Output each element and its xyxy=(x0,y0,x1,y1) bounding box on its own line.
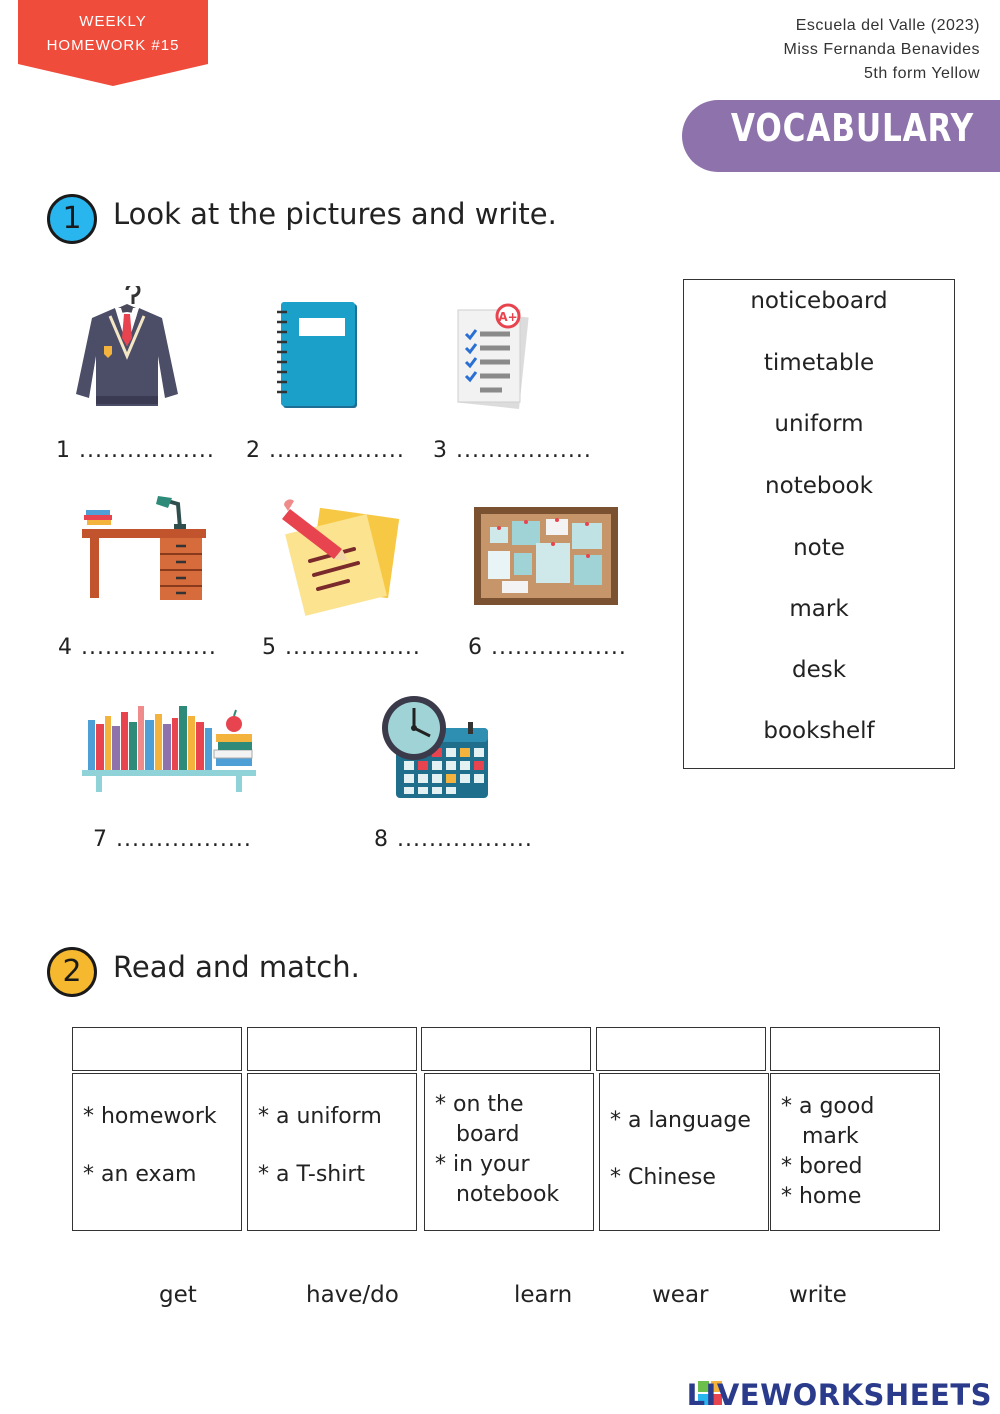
blank-5[interactable]: 5 ................. xyxy=(262,635,421,660)
ribbon-line-1: WEEKLY xyxy=(79,13,147,30)
teacher-name: Miss Fernanda Benavides xyxy=(783,41,980,58)
match-answer-box-2[interactable] xyxy=(247,1027,417,1071)
word-bank-item: bookshelf xyxy=(763,718,875,744)
liveworksheets-brand: LIVEWORKSHEETS xyxy=(686,1378,992,1412)
blank-4[interactable]: 4 ................. xyxy=(58,635,217,660)
match-phrase: * on the xyxy=(435,1092,524,1117)
match-phrase: * an exam xyxy=(83,1162,197,1187)
school-info xyxy=(784,14,980,86)
match-answer-box-5[interactable] xyxy=(770,1027,940,1071)
timetable-icon xyxy=(380,694,492,802)
word-bank-item: timetable xyxy=(763,350,875,376)
graded-paper-icon xyxy=(450,300,532,412)
exercise-1-title: Look at the pictures and write. xyxy=(113,197,557,231)
match-phrase: * homework xyxy=(83,1104,217,1129)
match-phrase: * home xyxy=(781,1184,862,1209)
ribbon-label xyxy=(18,10,208,58)
match-phrase: * a good xyxy=(781,1094,875,1119)
match-answer-box-4[interactable] xyxy=(596,1027,766,1071)
school-name: Escuela del Valle (2023) xyxy=(795,17,980,34)
blank-3[interactable]: 3 ................. xyxy=(433,438,592,463)
word-bank-item: notebook xyxy=(765,473,873,499)
uniform-icon xyxy=(70,286,185,412)
exercise-2-title: Read and match. xyxy=(113,950,360,984)
match-phrase: * Chinese xyxy=(610,1165,716,1190)
blank-2[interactable]: 2 ................. xyxy=(246,438,405,463)
exercise-1-number: 1 xyxy=(47,194,97,244)
class-name: 5th form Yellow xyxy=(863,65,980,82)
blank-1[interactable]: 1 ................. xyxy=(56,438,215,463)
match-phrase: board xyxy=(435,1122,520,1147)
word-bank-item: noticeboard xyxy=(750,288,888,314)
verb-option[interactable]: write xyxy=(789,1282,847,1308)
match-phrase: * a uniform xyxy=(258,1104,382,1129)
word-bank-item: mark xyxy=(789,596,849,622)
exercise-2-number: 2 xyxy=(47,947,97,997)
noticeboard-icon xyxy=(474,507,618,605)
word-bank-item: uniform xyxy=(774,411,864,437)
match-phrase: * in your xyxy=(435,1152,530,1177)
verb-option[interactable]: wear xyxy=(652,1282,709,1308)
verb-option[interactable]: have/do xyxy=(306,1282,399,1308)
match-phrase: * bored xyxy=(781,1154,863,1179)
match-column-4 xyxy=(599,1073,769,1231)
match-phrase: mark xyxy=(781,1124,859,1149)
word-bank xyxy=(683,279,955,769)
blank-8[interactable]: 8 ................. xyxy=(374,827,533,852)
ribbon-line-2: HOMEWORK #15 xyxy=(46,37,180,54)
match-column-3 xyxy=(424,1073,594,1231)
match-phrase: * a T-shirt xyxy=(258,1162,366,1187)
word-bank-item: note xyxy=(793,535,845,561)
match-answer-box-1[interactable] xyxy=(72,1027,242,1071)
match-column-2 xyxy=(247,1073,417,1231)
verb-option[interactable]: learn xyxy=(514,1282,573,1308)
verb-option[interactable]: get xyxy=(159,1282,197,1308)
blank-7[interactable]: 7 ................. xyxy=(93,827,252,852)
svg-text:A+: A+ xyxy=(498,310,518,324)
vocabulary-title: VOCABULARY xyxy=(730,106,975,150)
word-bank-item: desk xyxy=(791,657,847,683)
notebook-icon xyxy=(273,300,361,412)
note-icon xyxy=(280,495,402,617)
blank-6[interactable]: 6 ................. xyxy=(468,635,627,660)
match-phrase: notebook xyxy=(435,1182,560,1207)
match-column-5 xyxy=(770,1073,940,1231)
match-answer-box-3[interactable] xyxy=(421,1027,591,1071)
match-phrase: * a language xyxy=(610,1108,751,1133)
bookshelf-icon xyxy=(82,702,256,794)
desk-icon xyxy=(78,494,210,604)
match-column-1 xyxy=(72,1073,242,1231)
